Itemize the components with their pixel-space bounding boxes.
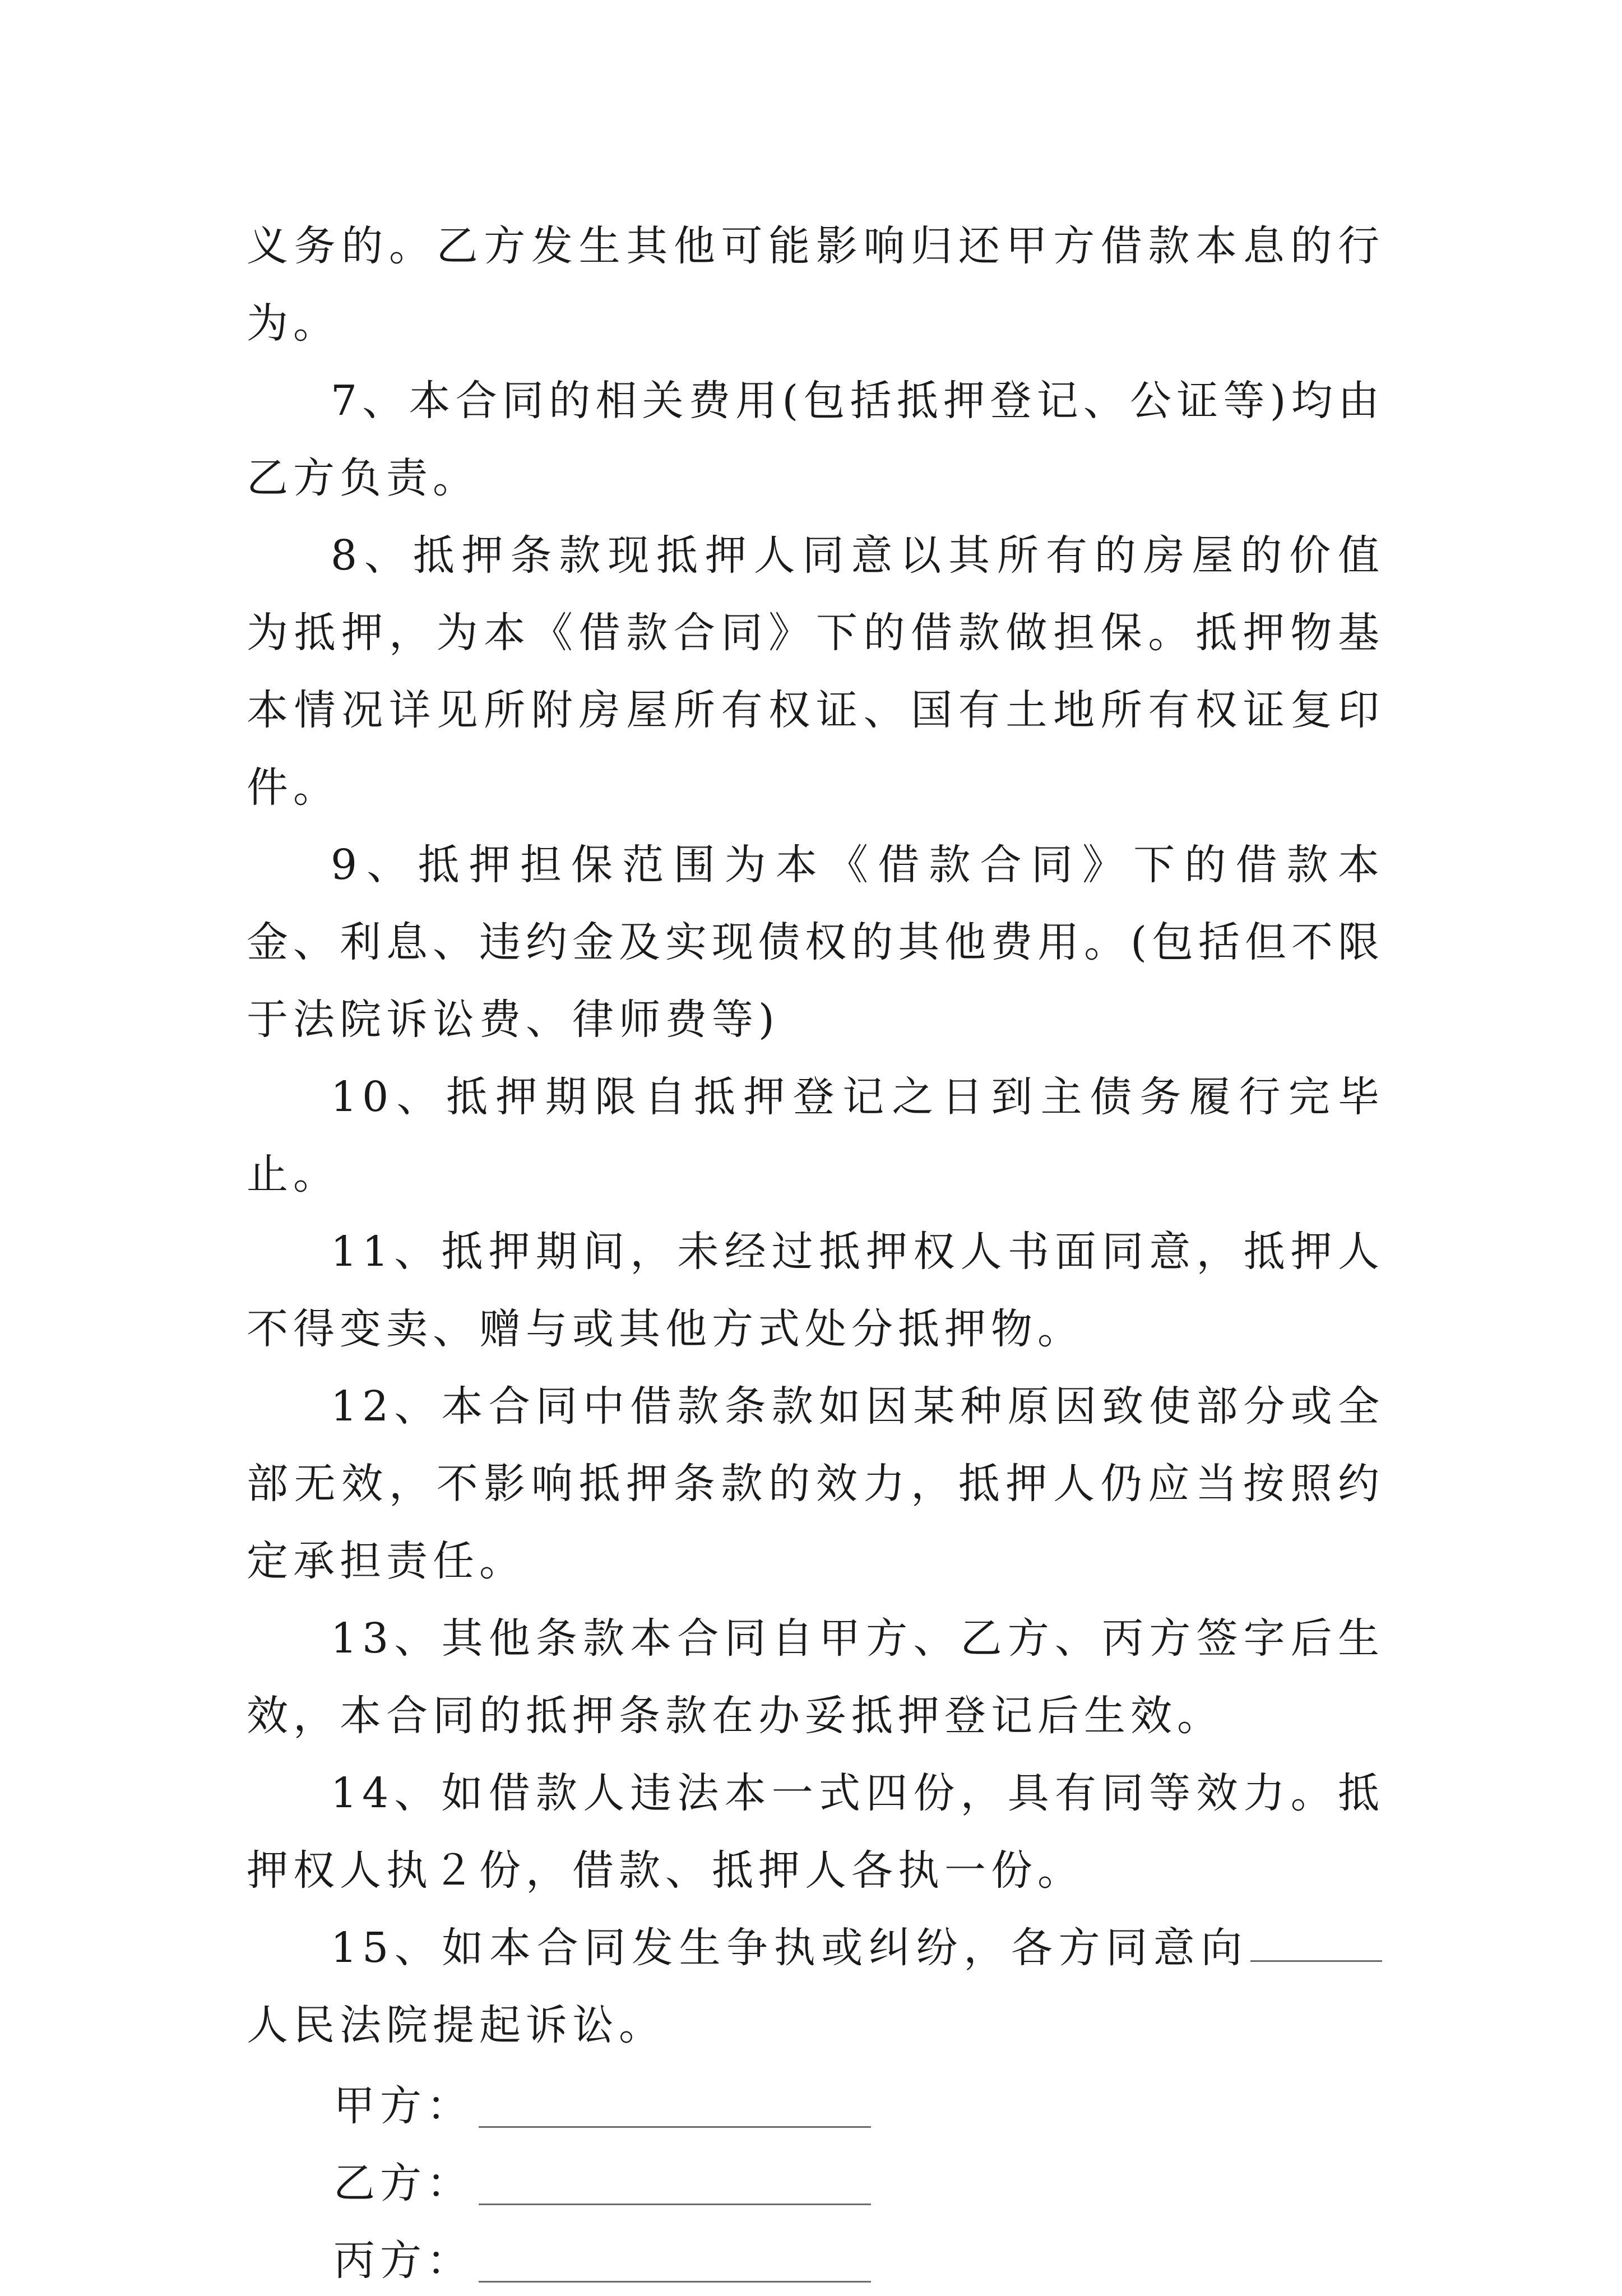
signature-row-party-c (247, 2219, 1384, 2296)
clause-12: 12、本合同中借款条款如因某种原因致使部分或全部无效，不影响抵押条款的效力，抵押人仍应当按照约定承担责任。 (247, 1382, 1384, 1585)
clause-15-text-after: 人民法院提起诉讼。 (247, 2001, 665, 2049)
signature-label-party-c: 丙方： (333, 2237, 473, 2285)
signature-line-party-b[interactable] (479, 2164, 871, 2205)
clause-15 (247, 1909, 1384, 2064)
contract-page (247, 207, 1384, 2296)
signature-label-party-b: 乙方： (333, 2159, 473, 2207)
clause-8: 8、抵押条款现抵押人同意以其所有的房屋的价值为抵押，为本《借款合同》下的借款做担保。抵押物基本情况详见所附房屋所有权证、国有土地所有权证复印件。 (247, 531, 1384, 812)
signature-line-party-c[interactable] (479, 2242, 871, 2283)
signature-block (247, 2064, 1384, 2296)
signature-label-party-a: 甲方： (333, 2082, 473, 2130)
clause-14: 14、如借款人违法本一式四份，具有同等效力。抵押权人执２份，借款、抵押人各执一份。 (247, 1769, 1384, 1895)
clause-13: 13、其他条款本合同自甲方、乙方、丙方签字后生效，本合同的抵押条款在办妥抵押登记后生效。 (247, 1614, 1384, 1740)
signature-row-party-b (247, 2141, 1384, 2219)
clause-10: 10、抵押期限自抵押登记之日到主债务履行完毕止。 (247, 1073, 1384, 1198)
clause-6-continuation: 义务的。乙方发生其他可能影响归还甲方借款本息的行为。 (247, 222, 1384, 348)
clause-9: 9、抵押担保范围为本《借款合同》下的借款本金、利息、违约金及实现债权的其他费用。(包括但不限于法院诉讼费、律师费等) (247, 841, 1384, 1044)
clause-11: 11、抵押期间，未经过抵押权人书面同意，抵押人不得变卖、赠与或其他方式处分抵押物。 (247, 1228, 1384, 1353)
signature-row-party-a (247, 2064, 1384, 2141)
court-name-blank[interactable] (1250, 1924, 1382, 1962)
clause-7: 7、本合同的相关费用(包括抵押登记、公证等)均由乙方负责。 (247, 377, 1384, 502)
signature-line-party-a[interactable] (479, 2087, 871, 2128)
clause-15-text-before: 15、如本合同发生争执或纠纷，各方同意向 (331, 1924, 1248, 1972)
